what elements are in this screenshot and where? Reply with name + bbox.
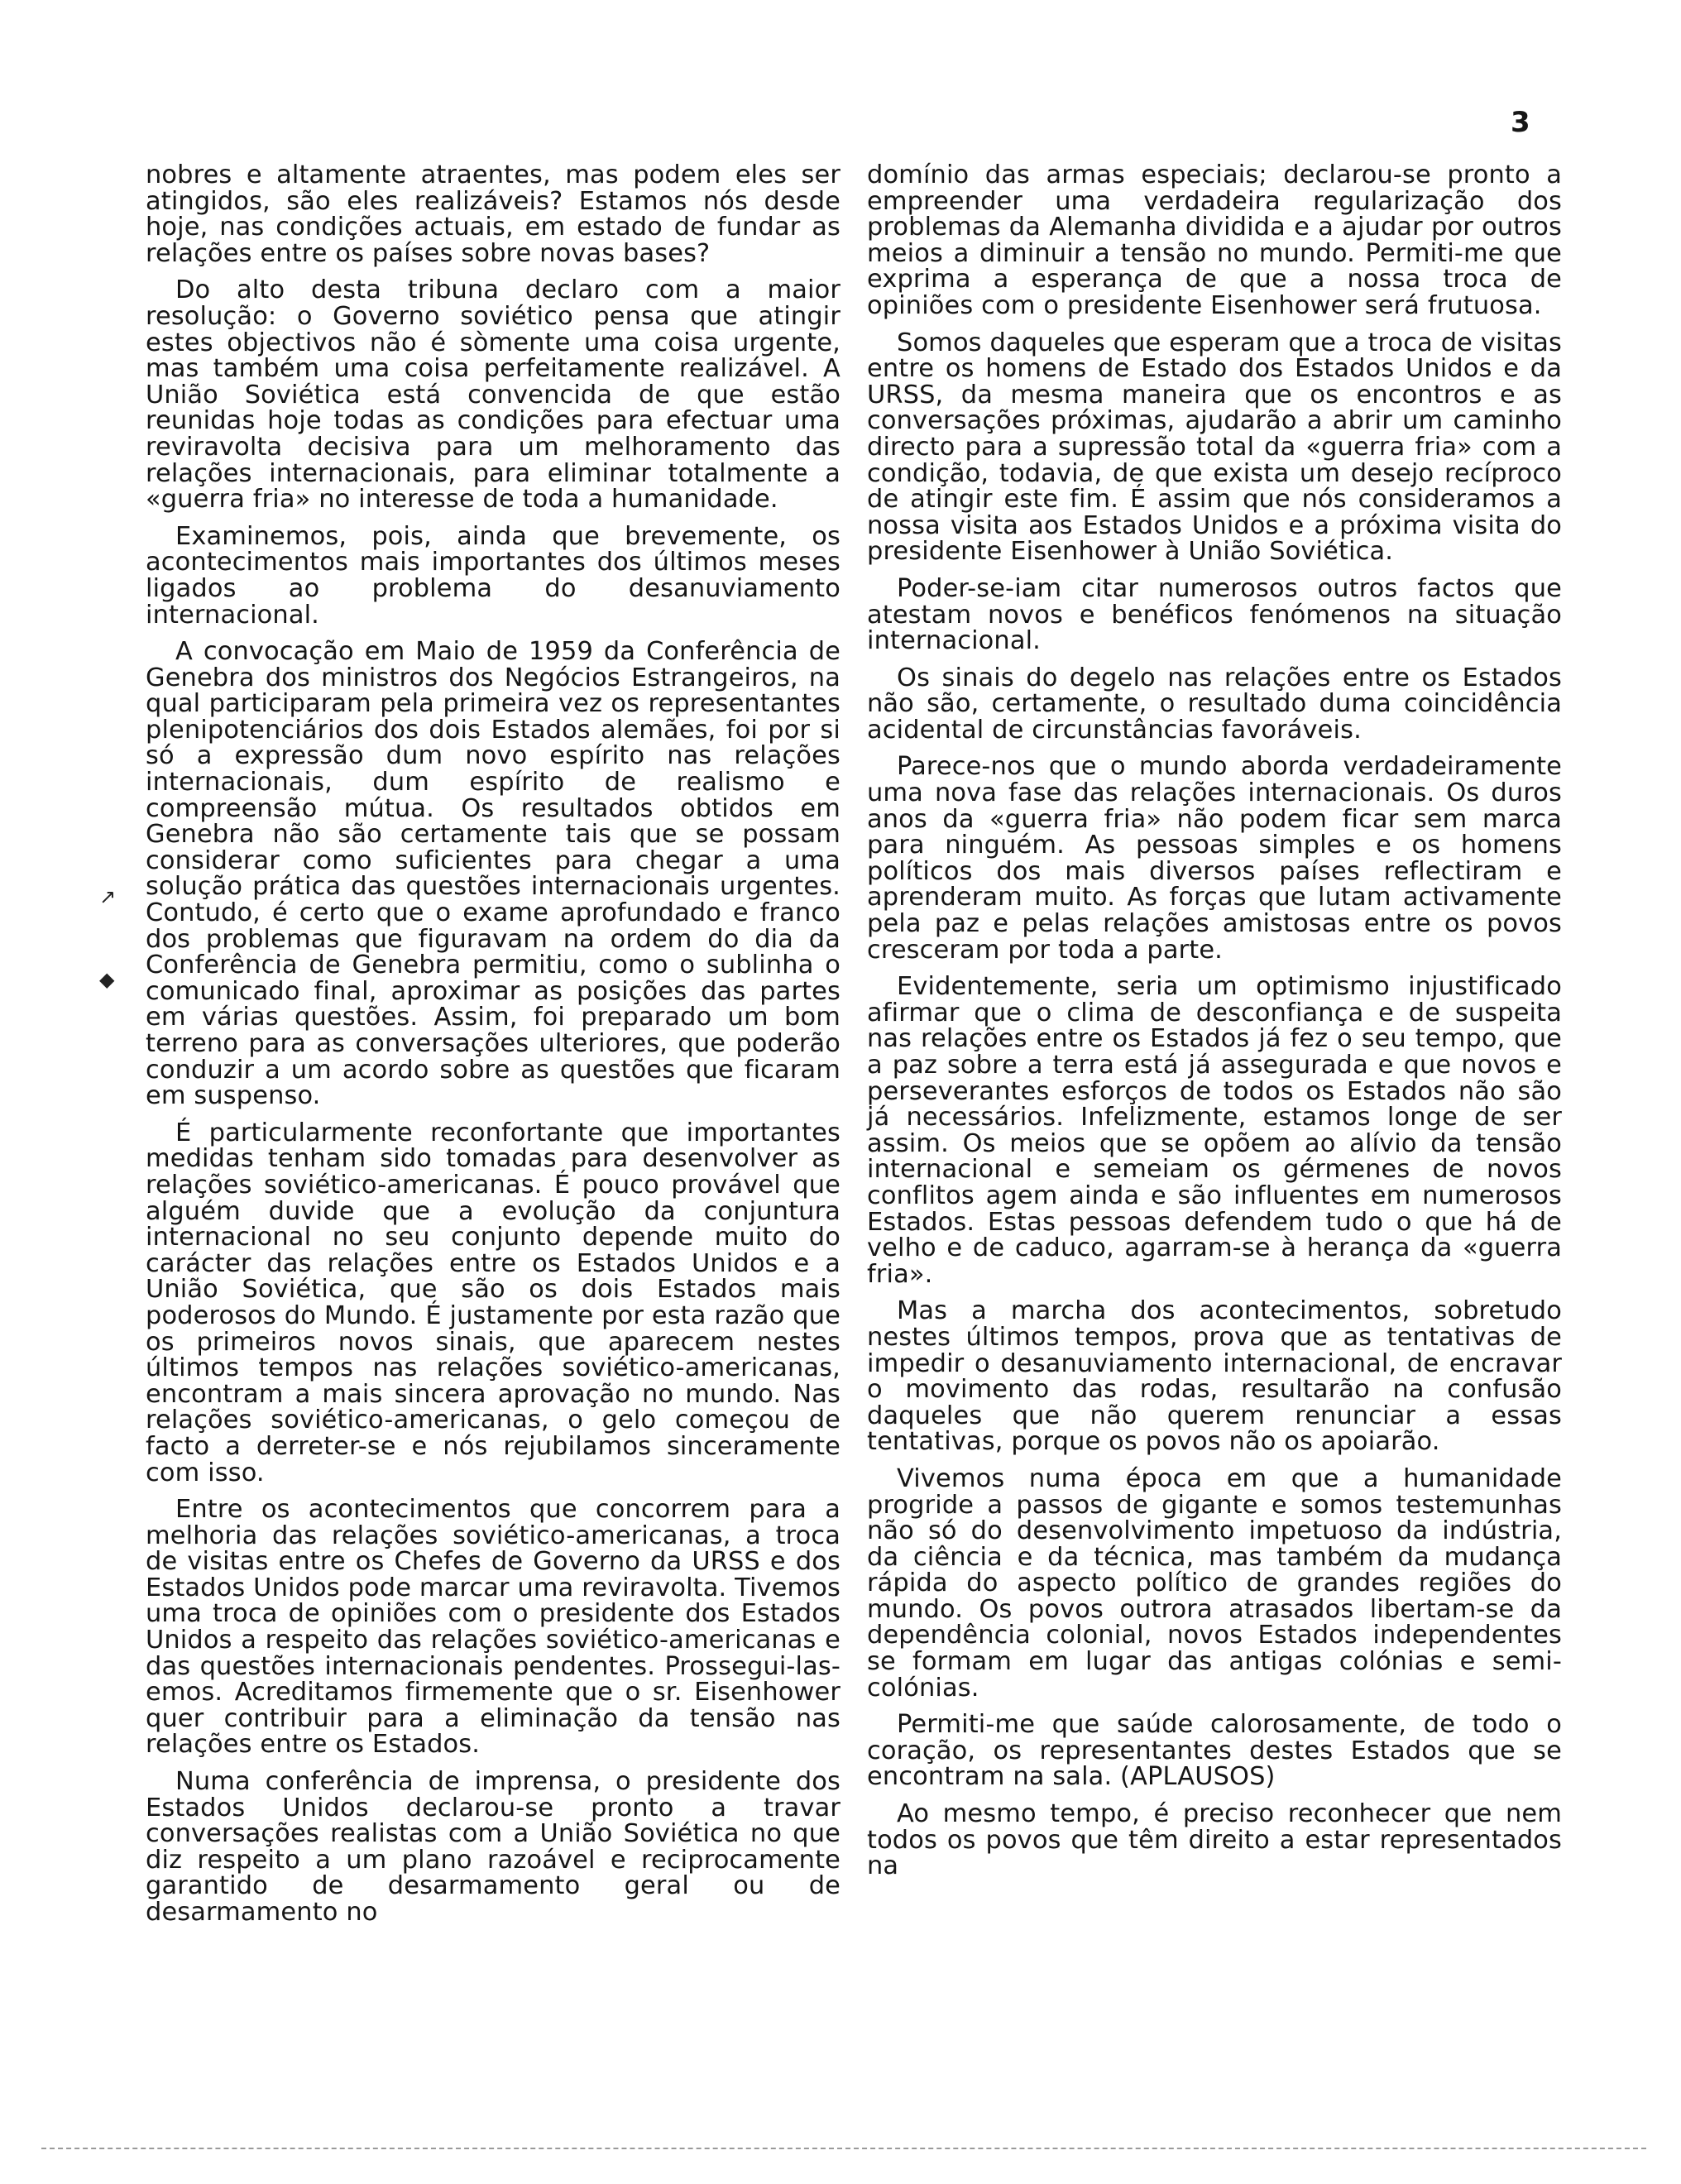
- paragraph: Numa conferência de imprensa, o presidente dos Estados Unidos declarou-se pronto a travar conversações realistas com a União Soviética no que diz respeito a um plano razoável e reciprocamente garantido de desarmamento geral ou de desarmamento no: [146, 1767, 840, 1927]
- paragraph: Do alto desta tribuna declaro com a maior resolução: o Governo soviético pensa que atingir estes objectivos não é sòmente uma coisa urgente, mas também uma coisa perfeitamente realizável. A União Soviética está convencida de que estão reunidas hoje todas as condições para efectuar uma reviravolta decisiva para um melhoramento das relações internacionais, para eliminar totalmente a «guerra fria» no interesse de toda a humanidade.: [146, 275, 840, 515]
- paragraph: A convocação em Maio de 1959 da Conferência de Genebra dos ministros dos Negócios Estrangeiros, na qual participaram pela primeira vez os representantes plenipotenciários dos dois Estados alemães, foi por si só a expressão dum novo espírito nas relações internacionais, dum espírito de realismo e compreensão mútua. Os resultados obtidos em Genebra não são certamente tais que se possam considerar como suficientes para chegar a uma solução prática das questões internacionais urgentes. Contudo, é certo que o exame aprofundado e franco dos problemas que figuravam na ordem do dia da Conferência de Genebra permitiu, como o sublinha o comunicado final, aproximar as posições das partes em várias questões. Assim, foi preparado um bom terreno para as conversações ulteriores, que poderão conduzir a um acordo sobre as questões que ficaram em suspenso.: [146, 637, 840, 1111]
- left-column: [146, 162, 840, 1937]
- paragraph: nobres e altamente atraentes, mas podem eles ser atingidos, são eles realizáveis? Estamos nós desde hoje, nas condições actuais, em estado de fundar as relações entre os países sobre novas bases?: [146, 160, 840, 268]
- margin-bullet-mark: ◆: [99, 968, 115, 991]
- margin-arrow-mark: ↗: [99, 885, 117, 908]
- paragraph: Os sinais do degelo nas relações entre os Estados não são, certamente, o resultado duma coincidência acidental de circunstâncias favoráveis.: [867, 663, 1562, 745]
- paragraph: Entre os acontecimentos que concorrem para a melhoria das relações soviético-americanas, a troca de visitas entre os Chefes de Governo da URSS e dos Estados Unidos pode marcar uma reviravolta. Tivemos uma troca de opiniões com o presidente dos Estados Unidos a respeito das relações soviético-americanas e das questões internacionais pendentes. Prossegui-las-emos. Acreditamos firmemente que o sr. Eisenhower quer contribuir para a eliminação da tensão nas relações entre os Estados.: [146, 1495, 840, 1760]
- paragraph: Vivemos numa época em que a humanidade progride a passos de gigante e somos testemunhas não só do desenvolvimento impetuoso da indústria, da ciência e da técnica, mas também da mudança rápida do aspecto político de grandes regiões do mundo. Os povos outrora atrasados libertam-se da dependência colonial, novos Estados independentes se formam em lugar das antigas colónias e semi-colónias.: [867, 1463, 1562, 1703]
- paragraph: Evidentemente, seria um optimismo injustificado afirmar que o clima de desconfiança e de suspeita nas relações entre os Estados já fez o seu tempo, que a paz sobre a terra está já assegurada e que novos e perseverantes esforços de todos os Estados não são já necessários. Infelizmente, estamos longe de ser assim. Os meios que se opõem ao alívio da tensão internacional e semeiam os gérmenes de novos conflitos agem ainda e são influentes em numerosos Estados. Estas pessoas defendem tudo o que há de velho e de caduco, agarram-se à herança da «guerra fria».: [867, 972, 1562, 1289]
- page-number: 3: [1511, 106, 1530, 139]
- paragraph: Ao mesmo tempo, é preciso reconhecer que nem todos os povos que têm direito a estar representados na: [867, 1799, 1562, 1881]
- paragraph: Examinemos, pois, ainda que brevemente, os acontecimentos mais importantes dos últimos meses ligados ao problema do desanuviamento internacional.: [146, 521, 840, 630]
- right-column: [867, 162, 1562, 1890]
- paragraph: Poder-se-iam citar numerosos outros factos que atestam novos e benéficos fenómenos na situação internacional.: [867, 573, 1562, 656]
- paragraph: É particularmente reconfortante que importantes medidas tenham sido tomadas para desenvolver as relações soviético-americanas. É pouco provável que alguém duvide que a evolução da conjuntura internacional no seu conjunto depende muito do carácter das relações entre os Estados Unidos e a União Soviética, que são os dois Estados mais poderosos do Mundo. É justamente por esta razão que os primeiros novos sinais, que aparecem nestes últimos tempos nas relações soviético-americanas, encontram a mais sincera aprovação no mundo. Nas relações soviético-americanas, o gelo começou de facto a derreter-se e nós rejubilamos sinceramente com isso.: [146, 1118, 840, 1487]
- paragraph: Somos daqueles que esperam que a troca de visitas entre os homens de Estado dos Estados Unidos e da URSS, da mesma maneira que os encontros e as conversações próximas, ajudarão a abrir um caminho directo para a supressão total da «guerra fria» com a condição, todavia, de que exista um desejo recíproco de atingir este fim. É assim que nós consideramos a nossa visita aos Estados Unidos e a próxima visita do presidente Eisenhower à União Soviética.: [867, 328, 1562, 567]
- paragraph: domínio das armas especiais; declarou-se pronto a empreender uma verdadeira regularização dos problemas da Alemanha dividida e a ajudar por outros meios a diminuir a tensão no mundo. Permiti-me que exprima a esperança de que a nossa troca de opiniões com o presidente Eisenhower será frutuosa.: [867, 160, 1562, 320]
- paragraph: Mas a marcha dos acontecimentos, sobretudo nestes últimos tempos, prova que as tentativas de impedir o desanuviamento internacional, de encravar o movimento das rodas, resultarão na confusão daqueles que não querem renunciar a essas tentativas, porque os povos não os apoiarão.: [867, 1296, 1562, 1457]
- scan-edge-rule: [41, 2148, 1646, 2149]
- paragraph: Parece-nos que o mundo aborda verdadeiramente uma nova fase das relações internacionais. Os duros anos da «guerra fria» não podem ficar sem marca para ninguém. As pessoas simples e os homens políticos dos mais diversos países reflectiram e aprenderam muito. As forças que lutam activamente pela paz e pelas relações amistosas entre os povos cresceram por toda a parte.: [867, 752, 1562, 965]
- paragraph: Permiti-me que saúde calorosamente, de todo o coração, os representantes destes Estados que se encontram na sala. (APLAUSOS): [867, 1710, 1562, 1792]
